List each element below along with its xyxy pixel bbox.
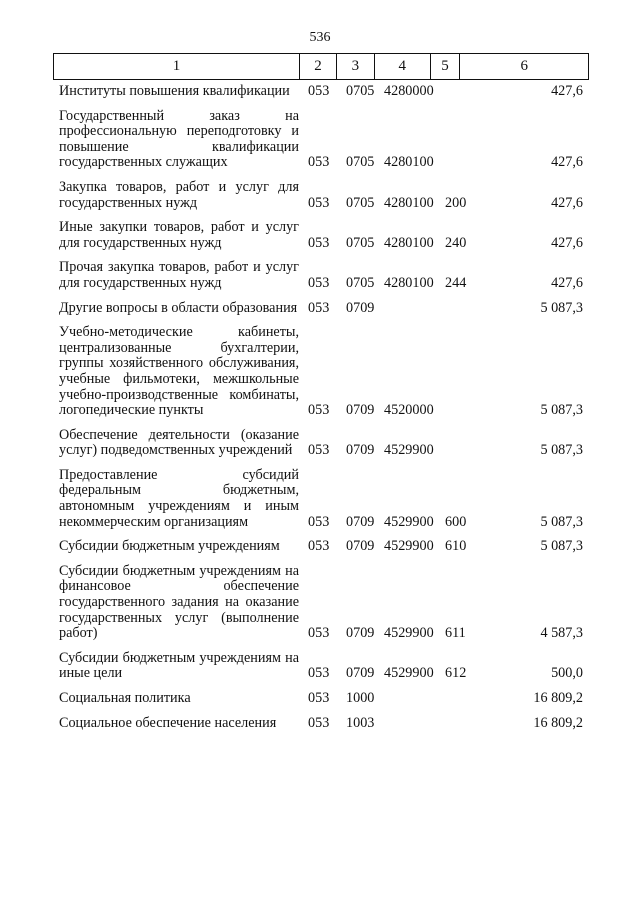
row-name: Прочая закупка товаров, работ и услуг для государственных нужд (59, 259, 299, 291)
row-col-3: 0705 (346, 234, 375, 251)
row-col-6: 5 087,3 (540, 299, 583, 316)
row-col-6: 5 087,3 (540, 513, 583, 530)
row-col-4: 4529900 (384, 625, 434, 642)
row-col-6: 427,6 (551, 194, 583, 211)
row-col-6: 16 809,2 (533, 690, 583, 706)
table-row (0, 109, 640, 171)
row-col-2: 053 (308, 513, 330, 530)
row-col-3: 0709 (346, 442, 375, 459)
row-name: Субсидии бюджетным учреждениям на иные цели (59, 649, 299, 682)
row-col-3: 0705 (346, 194, 375, 211)
row-col-2: 053 (308, 274, 330, 291)
table-row (0, 260, 640, 291)
row-col-2: 053 (308, 690, 330, 706)
header-col-1: 1 (54, 54, 300, 79)
table-row (0, 691, 640, 707)
table-row (0, 716, 640, 732)
row-col-3: 0709 (346, 402, 375, 419)
row-col-2: 053 (308, 234, 330, 251)
row-name: Предоставление субсидий федеральным бюджетным, автономным учреждениям и иным некоммерческим организациям (59, 466, 299, 530)
row-col-5: 611 (445, 625, 466, 642)
row-col-3: 1003 (346, 714, 375, 731)
table-row (0, 564, 640, 642)
row-name: Субсидии бюджетным учреждениям на финансовое обеспечение государственного задания на оказание государственных услуг (выполнение работ) (59, 562, 299, 642)
row-col-2: 053 (308, 402, 330, 419)
row-col-4: 4529900 (384, 665, 434, 682)
header-col-2: 2 (300, 54, 337, 79)
row-name: Учебно-методические кабинеты, централизованные бухгалтерии, группы хозяйственного обслуживания, учебные фильмотеки, межшкольные учебно-производственные комбинаты, логопедические пункты (59, 324, 299, 419)
row-col-3: 0705 (346, 274, 375, 291)
table-row (0, 84, 640, 100)
row-col-2: 053 (308, 442, 330, 459)
row-name: Институты повышения квалификации (59, 83, 290, 99)
row-name: Другие вопросы в области образования (59, 299, 298, 316)
header-col-3: 3 (337, 54, 375, 79)
table-row (0, 651, 640, 682)
row-name: Государственный заказ на профессиональную переподготовку и повышение квалификации государственных служащих (59, 107, 299, 171)
row-col-5: 200 (445, 194, 467, 211)
row-name: Иные закупки товаров, работ и услуг для государственных нужд (59, 219, 299, 251)
row-col-2: 053 (308, 538, 330, 555)
row-col-5: 610 (445, 538, 467, 555)
table-header (53, 53, 589, 80)
table-row (0, 220, 640, 251)
row-name: Субсидии бюджетным учреждениям (59, 538, 280, 555)
row-col-4: 4280100 (384, 234, 434, 251)
row-col-4: 4280000 (384, 83, 434, 99)
row-col-6: 427,6 (551, 234, 583, 251)
row-col-6: 427,6 (551, 274, 583, 291)
row-col-4: 4529900 (384, 513, 434, 530)
row-col-3: 0709 (346, 625, 375, 642)
row-col-3: 0709 (346, 665, 375, 682)
row-col-3: 0709 (346, 538, 375, 555)
row-col-4: 4529900 (384, 442, 434, 459)
row-col-4: 4520000 (384, 402, 434, 419)
header-col-6: 6 (520, 58, 528, 74)
table-row (0, 325, 640, 419)
row-col-6: 427,6 (551, 154, 583, 171)
header-col-4: 4 (375, 54, 431, 79)
row-name: Социальное обеспечение населения (59, 714, 277, 731)
row-col-3: 0709 (346, 299, 375, 316)
table-row (0, 180, 640, 211)
row-col-2: 053 (308, 625, 330, 642)
row-col-6: 5 087,3 (540, 402, 583, 419)
row-col-2: 053 (308, 299, 330, 316)
row-col-2: 053 (308, 194, 330, 211)
row-col-4: 4529900 (384, 538, 434, 555)
page-number: 536 (309, 30, 331, 45)
table-row (0, 468, 640, 530)
row-col-2: 053 (308, 714, 330, 731)
row-name: Обеспечение деятельности (оказание услуг) подведомственных учреждений (59, 426, 299, 459)
row-col-5: 600 (445, 513, 467, 530)
row-col-3: 1000 (346, 690, 375, 706)
row-col-6: 5 087,3 (540, 538, 583, 555)
row-col-5: 240 (445, 234, 467, 251)
row-col-6: 500,0 (551, 665, 583, 682)
row-name: Закупка товаров, работ и услуг для государственных нужд (59, 178, 299, 211)
table-body (0, 84, 640, 740)
table-row (0, 428, 640, 459)
row-col-4: 4280100 (384, 194, 434, 211)
table-row (0, 301, 640, 317)
row-col-3: 0709 (346, 513, 375, 530)
row-col-4: 4280100 (384, 154, 434, 171)
row-col-3: 0705 (346, 154, 375, 171)
row-col-5: 244 (445, 274, 467, 291)
row-col-2: 053 (308, 154, 330, 171)
row-col-2: 053 (308, 83, 330, 99)
row-col-2: 053 (308, 665, 330, 682)
row-col-5: 612 (445, 665, 467, 682)
row-name: Социальная политика (59, 690, 191, 706)
row-col-6: 16 809,2 (533, 714, 583, 731)
row-col-6: 427,6 (551, 83, 583, 99)
header-col-5: 5 (431, 54, 461, 79)
table-row (0, 539, 640, 555)
row-col-6: 4 587,3 (540, 625, 583, 642)
row-col-6: 5 087,3 (540, 442, 583, 459)
row-col-4: 4280100 (384, 274, 434, 291)
row-col-3: 0705 (346, 83, 375, 99)
